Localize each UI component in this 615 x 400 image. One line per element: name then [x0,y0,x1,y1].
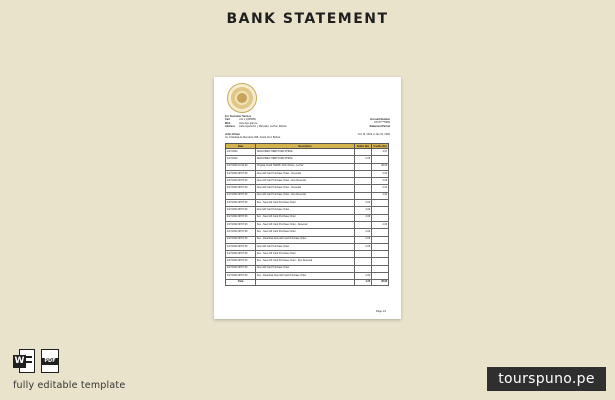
table-row [226,243,389,250]
cell-credit: 28.00 [372,163,389,170]
bank-seal-logo [227,83,257,113]
cell-credit [372,229,389,236]
service-value: Calle Ayacucho y Mercado, La Paz, Bolivia [239,124,287,128]
cell-description: New Gift Card Purchase Order - Rev Reversal [256,178,355,185]
total-credits: 38.86 [372,280,389,286]
word-badge: W [14,356,25,366]
cell-credit: 4.67 [372,149,389,156]
table-row [226,163,389,170]
cell-debit: 2.00 [355,207,372,214]
cell-debit [355,178,372,185]
format-icons [13,349,63,374]
column-header-date: Date [226,144,256,149]
editable-template-label: fully editable template [13,380,126,391]
customer-service-block [225,115,286,128]
customer-service-heading: For Customer Service [225,115,251,118]
statement-document [214,77,401,319]
cell-credit [372,273,389,280]
cell-description: Original Credit TARIFF John Citizen, La Paz [256,163,355,170]
cell-credit [372,214,389,221]
cell-credit: 2.00 [372,192,389,199]
statement-period-label: Statement Period [369,124,390,128]
cell-debit [355,258,372,265]
cell-date: 2/17/2020 08:57:06 [226,273,256,280]
cell-description: Sen - New Gift Card Purchase Order [256,229,355,236]
cell-debit: 2.00 [355,236,372,243]
cell-credit [372,207,389,214]
cell-debit [355,185,372,192]
cell-date: 2/17/2020 08:57:06 [226,265,256,272]
cell-date: 2/17/2020 08:57:06 [226,170,256,177]
cell-debit [355,192,372,199]
cell-debit [355,170,372,177]
cell-credit [372,236,389,243]
word-file-icon [13,349,35,374]
account-block [369,118,390,128]
cell-date: 2/17/2020 09:57:02 [226,178,256,185]
total-label: Total [226,280,256,286]
cell-description: Sen - New Gift Card Purchase Order - Rev Reversal [256,258,355,265]
cell-description: New Gift Card Purchase Order - Reversal [256,185,355,192]
cell-description: New Gift Card Purchase Order - Rev Reversal [256,192,355,199]
table-total-row [226,280,389,286]
cell-credit [372,251,389,258]
cell-debit: 0.06 [355,156,372,163]
cell-debit [355,251,372,258]
service-key: Address [225,124,236,128]
cell-date: 2/17/2020 08:57:06 [226,214,256,221]
cell-date: 2/17/2020 10:40:20 [226,163,256,170]
service-value: +51 1 2345656 [239,118,256,122]
table-row [226,192,389,199]
total-spacer [256,280,355,286]
cell-description: New Gift Card Purchase Order [256,243,355,250]
statement-period-value: Oct 15, 2019 to Jan 15, 2020 [357,133,390,136]
cell-description: Sen - New Gift Card Purchase Order [256,214,355,221]
table-row [226,251,389,258]
cell-debit: 2.00 [355,214,372,221]
pdf-badge: PDF [42,358,58,365]
table-row [226,156,389,163]
cell-description: New Gift Card Purchase Order [256,207,355,214]
table-row [226,258,389,265]
cell-date: 2/17/2020 08:57:06 [226,251,256,258]
cell-debit [355,149,372,156]
customer-address: Av. Cristobal de Mendoza 398, Santa Cruz Bolivia [225,136,281,140]
cell-debit: 2.00 [355,229,372,236]
seal-emblem [237,93,247,103]
transactions-table [225,143,389,286]
service-key: Call [225,118,230,122]
table-row [226,200,389,207]
pdf-file-icon [41,349,63,374]
service-row-address [225,125,286,128]
cell-credit: 2.00 [372,178,389,185]
service-value: www.bcp.gob.pe [239,121,258,125]
cell-credit [372,156,389,163]
customer-block [225,133,280,140]
cell-description: New Gift Card Purchase Order [256,265,355,272]
table-row [226,178,389,185]
cell-description: Sen - Reactivat New Gift Card Purchase Order [256,273,355,280]
page-number: Page 1/1 [375,310,386,313]
cell-date: 2/17/2020 08:57:06 [226,236,256,243]
cell-date: 2/17/2020 [226,156,256,163]
cell-date: 2/17/2020 08:57:06 [226,229,256,236]
cell-date: 2/17/2020 08:57:06 [226,221,256,228]
cell-credit [372,258,389,265]
account-number-label: Account Number [369,118,390,121]
table-row [226,273,389,280]
cell-credit: 2.00 [372,221,389,228]
cell-debit: 2.00 [355,243,372,250]
cell-credit [372,265,389,272]
table-row [226,221,389,228]
page-title: BANK STATEMENT [226,11,389,27]
cell-credit [372,200,389,207]
cell-debit: 2.00 [355,200,372,207]
table-row [226,149,389,156]
cell-description: Sen - Reactivat New Gift Card Purchase Order [256,236,355,243]
table-row [226,229,389,236]
column-header-description: Description [256,144,355,149]
cell-date: 2/17/2020 08:57:06 [226,207,256,214]
brand-badge[interactable]: tourspuno.pe [487,367,606,391]
account-number-value: XXXX****5566 [373,121,390,125]
table-row [226,236,389,243]
cell-date: 2/17/2020 08:57:06 [226,258,256,265]
cell-debit [355,265,372,272]
cell-credit: 2.00 [372,185,389,192]
cell-credit [372,243,389,250]
table-row [226,265,389,272]
cell-description: SENCOMEX HERTFORD PHRSL [256,149,355,156]
service-key: Web [225,121,231,125]
column-header-debits: Debits ($s) [355,144,372,149]
cell-description: Sen - New Gift Card Purchase Order [256,251,355,258]
cell-date: 2/17/2020 08:57:06 [226,200,256,207]
cell-date: 2/17/2020 08:57:06 [226,185,256,192]
table-row [226,214,389,221]
cell-credit: 2.00 [372,170,389,177]
column-header-credits: Credits ($s) [373,144,387,148]
cell-date: 2/17/2020 08:57:06 [226,243,256,250]
cell-description: SENCOMEX HERTFORD PHRSL [256,156,355,163]
cell-debit: 2.00 [355,273,372,280]
customer-name: John Citizen [225,133,240,136]
cell-date: 2/17/2020 08:57:06 [226,192,256,199]
table-row [226,170,389,177]
cell-debit [355,221,372,228]
cell-description: Sen - New Gift Card Purchase Order [256,200,355,207]
cell-date: 2/17/2020 [226,149,256,156]
cell-description: New Gift Card Purchase Order - Reversal [256,170,355,177]
cell-description: Sen - New Gift Card Purchase Order - Reversal [256,221,355,228]
total-debits: 4.20 [355,280,372,286]
table-row [226,207,389,214]
cell-debit [355,163,372,170]
table-row [226,185,389,192]
